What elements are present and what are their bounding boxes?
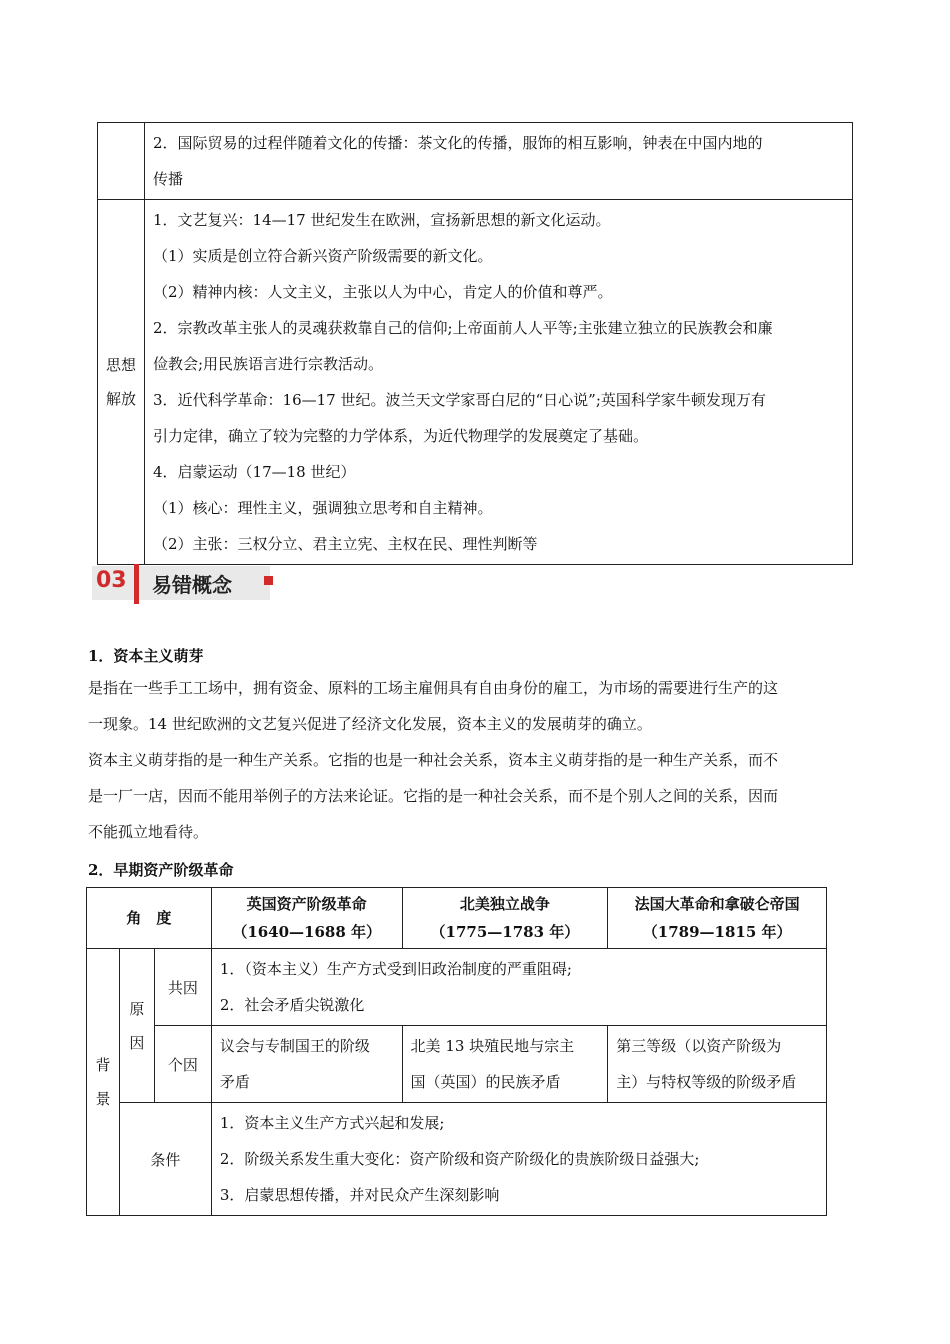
text-line: （1）实质是创立符合新兴资产阶级需要的新文化。 [153,247,493,265]
france-cause-cell [608,1026,827,1103]
thought-liberation-cell [145,200,853,565]
concept-2-heading: 2．早期资产阶级革命 [88,861,234,879]
label-line: 原 [129,999,145,1018]
section-divider-bar [134,564,139,604]
text-line: （2）主张：三权分立、君主立宪、主权在民、理性判断等 [153,535,538,553]
text-line: 2．国际贸易的过程伴随着文化的传播：茶文化的传播，服饰的相互影响，钟表在中国内地的 [153,134,763,152]
header-line: （1775—1783 年） [430,923,580,941]
text-line: 是一厂一店，因而不能用举例子的方法来论证。它指的是一种社会关系，而不是个别人之间的关系，因而 [88,787,779,805]
label-line: 景 [95,1090,111,1108]
header-line: 英国资产阶级革命 [246,895,367,913]
empty-label-cell [98,123,145,200]
section-number: 03 [96,568,127,593]
header-line: 法国大革命和拿破仑帝国 [634,895,800,913]
thought-liberation-label [98,200,145,565]
text-line: 引力定律，确立了较为完整的力学体系，为近代物理学的发展奠定了基础。 [153,427,649,445]
text-line: 4．启蒙运动（17—18 世纪） [153,463,356,481]
condition-label: 条件 [119,1103,211,1216]
text-line: 北美 13 块殖民地与宗主 [410,1037,575,1055]
thought-liberation-row [98,200,853,565]
section-heading [92,564,274,604]
summary-table [97,122,853,565]
text-line: 1．（资本主义）生产方式受到旧政治制度的严重阻碍; [219,960,572,978]
text-line: 是指在一些手工工场中，拥有资金、原料的工场主雇佣具有自由身份的雇工，为市场的需要进行生产的这 [88,679,779,697]
section-title: 易错概念 [152,573,232,597]
common-cause-label: 共因 [154,949,211,1026]
label-line: 背 [95,1056,111,1074]
trade-culture-cell [145,123,853,200]
text-line: 主）与特权等级的阶级矛盾 [616,1073,797,1091]
cause-label [119,949,154,1103]
north-america-header [402,888,608,949]
label-line: 因 [129,1033,145,1052]
header-line: （1640—1688 年） [232,923,382,941]
text-line: 不能孤立地看待。 [88,823,209,841]
text-line: 1．资本主义生产方式兴起和发展; [219,1114,445,1132]
individual-cause-label: 个因 [154,1026,211,1103]
angle-header: 角 度 [87,888,212,949]
england-header [211,888,402,949]
text-line: 一现象。14 世纪欧洲的文艺复兴促进了经济文化发展，资本主义的发展萌芽的确立。 [88,715,652,733]
text-line: 第三等级（以资产阶级为 [616,1037,782,1055]
text-line: 资本主义萌芽指的是一种生产关系。它指的也是一种社会关系，资本主义萌芽指的是一种生产关系，而不 [88,751,779,769]
background-label [87,949,120,1216]
header-line: 北美独立战争 [459,895,550,913]
text-line: 3．启蒙思想传播，并对民众产生深刻影响 [219,1186,500,1204]
text-line: 3．近代科学革命：16—17 世纪。波兰天文学家哥白尼的“日心说”;英国科学家牛顿发现万有 [153,391,766,409]
france-header [608,888,827,949]
text-line: 俭教会;用民族语言进行宗教活动。 [153,355,384,373]
england-cause-cell [211,1026,402,1103]
header-row [87,888,827,949]
label-line: 解放 [105,390,136,408]
individual-cause-row [87,1026,827,1103]
text-line: 矛盾 [219,1073,250,1091]
text-line: 国（英国）的民族矛盾 [410,1073,561,1091]
text-line: 1．文艺复兴：14—17 世纪发生在欧洲，宣扬新思想的新文化运动。 [153,211,611,229]
concept-1-heading: 1．资本主义萌芽 [88,647,204,665]
text-line: 议会与专制国王的阶级 [219,1037,370,1055]
condition-cell [211,1103,826,1216]
header-line: （1789—1815 年） [642,923,792,941]
trade-culture-row [98,123,853,200]
text-line: 传播 [153,170,184,188]
text-line: 2．阶级关系发生重大变化：资产阶级和资产阶级化的贵族阶级日益强大; [219,1150,700,1168]
condition-row [87,1103,827,1216]
text-line: 2．宗教改革主张人的灵魂获救靠自己的信仰;上帝面前人人平等;主张建立独立的民族教会和廉 [153,319,773,337]
concept-1-body [88,670,863,850]
text-line: 2．社会矛盾尖锐激化 [219,996,365,1014]
north-america-cause-cell [402,1026,608,1103]
common-cause-cell [211,949,826,1026]
text-line: （2）精神内核：人文主义，主张以人为中心，肯定人的价值和尊严。 [153,283,613,301]
label-line: 思想 [105,356,136,374]
red-square-icon [264,576,273,585]
text-line: （1）核心：理性主义，强调独立思考和自主精神。 [153,499,493,517]
revolution-table [86,887,827,1216]
common-cause-row [87,949,827,1026]
